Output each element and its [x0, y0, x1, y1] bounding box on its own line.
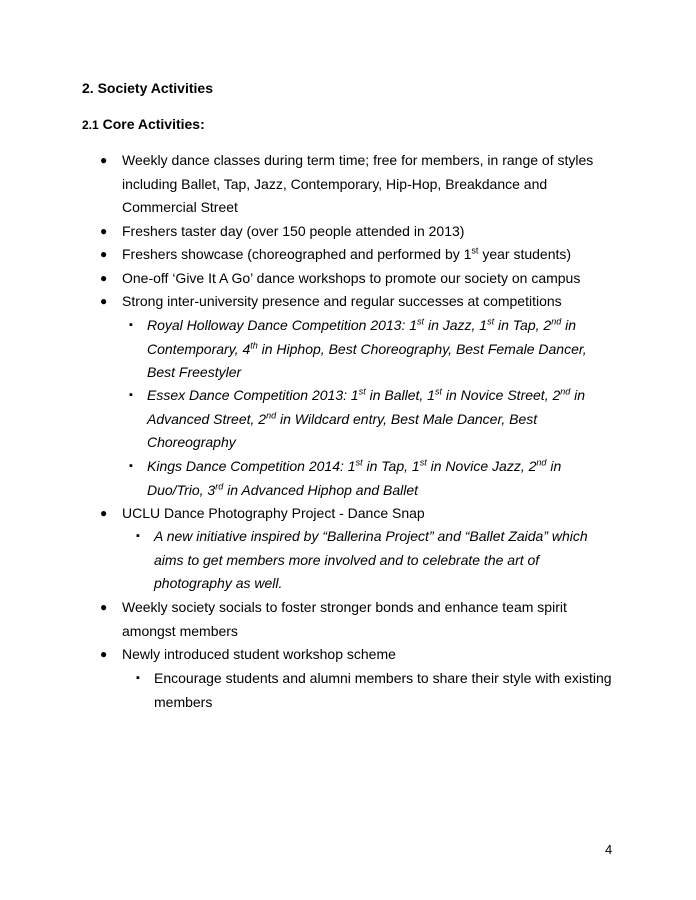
sublist-item-text: Kings Dance Competition 2014: 1st in Tap, 1st in Novice Jazz, 2nd in Duo/Trio, 3rd in Advanced Hiphop and Ballet — [147, 457, 562, 498]
sub-bullet: ▪ — [129, 460, 133, 472]
bullet: ● — [100, 224, 108, 238]
sublist-item-text: Royal Holloway Dance Competition 2013: 1st in Jazz, 1st in Tap, 2nd in Contemporary, 4th in Hiphop, Best Choreography, Best Female Dancer, Best Freestyler — [147, 316, 587, 380]
sublist-item-royal-holloway — [129, 314, 609, 385]
list-item-text: Freshers showcase (choreographed and performed by 1st year students) — [122, 245, 572, 262]
list-item-taster — [100, 220, 620, 244]
list-item-socials — [100, 596, 620, 643]
subsection-title: Core Activities: — [102, 116, 205, 132]
subsection-number: 2.1 — [82, 118, 99, 132]
list-item-text: Strong inter-university presence and regular successes at competitions — [122, 293, 562, 309]
list-item-inter-university — [100, 290, 620, 314]
list-item-text: Weekly dance classes during term time; free for members, in range of styles including Ballet, Tap, Jazz, Contemporary, Hip-Hop, Breakdance and Commercial Street — [122, 152, 594, 215]
sublist-item-photography — [136, 525, 616, 596]
list-item-text: UCLU Dance Photography Project - Dance Snap — [122, 505, 425, 521]
bullet: ● — [100, 294, 108, 308]
sublist-item-essex — [129, 384, 609, 455]
list-item-showcase — [100, 243, 620, 267]
list-item-give-it-a-go — [100, 267, 620, 291]
sub-bullet: ▪ — [129, 389, 133, 401]
page-number: 4 — [605, 842, 613, 857]
sub-bullet: ▪ — [136, 672, 140, 684]
sublist-item-workshop — [136, 667, 616, 714]
subsection-heading — [82, 116, 205, 132]
list-item-text: One-off ‘Give It A Go’ dance workshops to promote our society on campus — [122, 270, 581, 286]
section-heading: 2. Society Activities — [82, 80, 213, 96]
bullet: ● — [100, 506, 108, 520]
bullet: ● — [100, 600, 108, 614]
list-item-photography — [100, 502, 620, 526]
list-item-text: Newly introduced student workshop scheme — [122, 646, 396, 662]
list-item-workshop — [100, 643, 620, 667]
bullet: ● — [100, 153, 108, 167]
sub-bullet: ▪ — [129, 319, 133, 331]
sublist-item-kings — [129, 455, 609, 502]
bullet: ● — [100, 247, 108, 261]
list-item-classes — [100, 149, 620, 220]
bullet: ● — [100, 271, 108, 285]
list-item-text: Freshers taster day (over 150 people attended in 2013) — [122, 223, 465, 239]
sublist-item-text: Encourage students and alumni members to share their style with existing members — [154, 670, 612, 710]
list-item-text: Weekly society socials to foster stronger bonds and enhance team spirit amongst members — [122, 599, 567, 639]
sub-bullet: ▪ — [136, 530, 140, 542]
sublist-item-text: Essex Dance Competition 2013: 1st in Ballet, 1st in Novice Street, 2nd in Advanced Street, 2nd in Wildcard entry, Best Male Dancer, Best Choreography — [147, 386, 586, 450]
bullet: ● — [100, 647, 108, 661]
sublist-item-text: A new initiative inspired by “Ballerina Project” and “Ballet Zaida” which aims to get members more involved and to celebrate the art of photography as well. — [154, 528, 588, 591]
